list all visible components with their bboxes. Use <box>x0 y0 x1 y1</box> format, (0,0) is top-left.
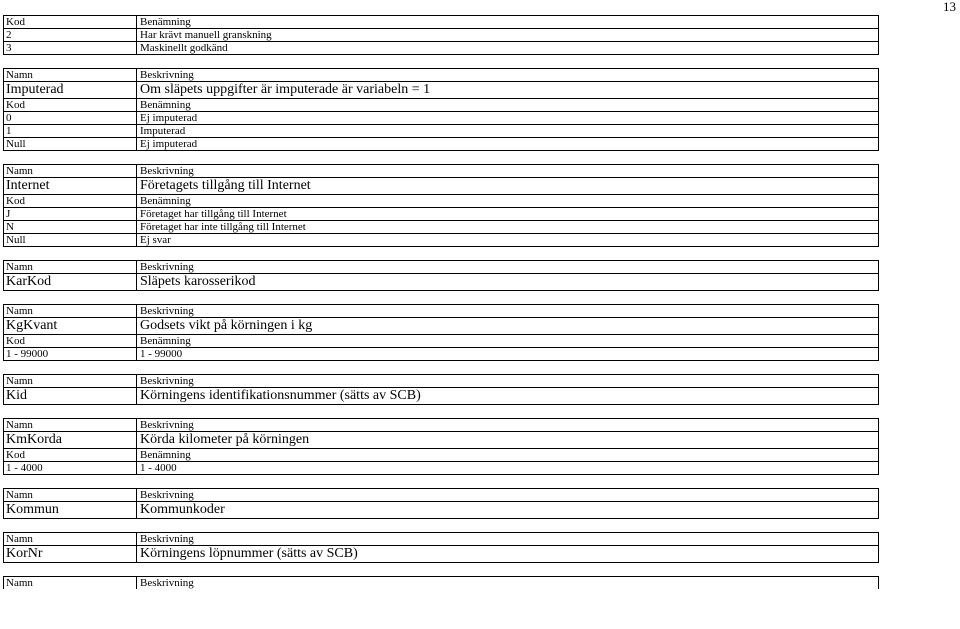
namn-header-row-right-cell: Beskrivning <box>137 305 879 318</box>
variable-row <box>4 388 879 405</box>
page-number: 13 <box>943 0 956 14</box>
namn-header-row <box>4 305 879 318</box>
code-row-left-cell: J <box>4 208 137 221</box>
variable-row-left-cell: KarKod <box>4 274 137 291</box>
variable-table <box>3 576 879 589</box>
kod-header-row-left-cell: Kod <box>4 195 137 208</box>
variable-row-left-cell: Internet <box>4 178 137 195</box>
kod-header-row <box>4 195 879 208</box>
code-row-right-cell: Maskinellt godkänd <box>137 42 879 55</box>
code-row <box>4 112 879 125</box>
namn-header-row-left-cell: Namn <box>4 419 137 432</box>
variable-row <box>4 432 879 449</box>
variable-row-right-cell: Släpets karosserikod <box>137 274 879 291</box>
variable-row <box>4 178 879 195</box>
namn-header-row-left-cell: Namn <box>4 165 137 178</box>
code-row <box>4 138 879 151</box>
namn-header-row <box>4 419 879 432</box>
namn-header-row-right-cell: Beskrivning <box>137 419 879 432</box>
namn-header-row-left-cell: Namn <box>4 261 137 274</box>
code-row <box>4 42 879 55</box>
code-row <box>4 462 879 475</box>
code-row <box>4 125 879 138</box>
code-row-right-cell: Ej imputerad <box>137 138 879 151</box>
namn-header-row <box>4 533 879 546</box>
variable-table <box>3 68 879 151</box>
variable-row-left-cell: Kommun <box>4 502 137 519</box>
code-row <box>4 234 879 247</box>
namn-header-row-right-cell: Beskrivning <box>137 69 879 82</box>
kod-header-row-right-cell: Benämning <box>137 16 879 29</box>
kod-header-row-left-cell: Kod <box>4 99 137 112</box>
code-row-left-cell: N <box>4 221 137 234</box>
kod-header-row-left-cell: Kod <box>4 449 137 462</box>
variable-row <box>4 546 879 563</box>
code-row-right-cell: Ej imputerad <box>137 112 879 125</box>
namn-header-row-left-cell: Namn <box>4 533 137 546</box>
code-row-left-cell: 1 <box>4 125 137 138</box>
namn-header-row <box>4 69 879 82</box>
kod-header-row <box>4 335 879 348</box>
variable-row-right-cell: Körda kilometer på körningen <box>137 432 879 449</box>
variable-table <box>3 164 879 247</box>
namn-header-row-left-cell: Namn <box>4 577 137 590</box>
variable-row-left-cell: KorNr <box>4 546 137 563</box>
variable-row <box>4 274 879 291</box>
namn-header-row-right-cell: Beskrivning <box>137 375 879 388</box>
namn-header-row-right-cell: Beskrivning <box>137 533 879 546</box>
kod-header-row-left-cell: Kod <box>4 335 137 348</box>
variable-table <box>3 418 879 475</box>
namn-header-row-left-cell: Namn <box>4 69 137 82</box>
kod-header-row-right-cell: Benämning <box>137 195 879 208</box>
kod-header-row <box>4 16 879 29</box>
namn-header-row-right-cell: Beskrivning <box>137 489 879 502</box>
namn-header-row <box>4 375 879 388</box>
namn-header-row-left-cell: Namn <box>4 305 137 318</box>
variable-row <box>4 502 879 519</box>
kod-header-row <box>4 99 879 112</box>
variable-table <box>3 304 879 361</box>
code-row-left-cell: 3 <box>4 42 137 55</box>
namn-header-row-left-cell: Namn <box>4 489 137 502</box>
variable-row-right-cell: Godsets vikt på körningen i kg <box>137 318 879 335</box>
code-row <box>4 208 879 221</box>
kod-header-row-left-cell: Kod <box>4 16 137 29</box>
code-row-left-cell: 1 - 4000 <box>4 462 137 475</box>
code-row-right-cell: Ej svar <box>137 234 879 247</box>
variable-row-right-cell: Körningens löpnummer (sätts av SCB) <box>137 546 879 563</box>
variable-row-left-cell: KmKorda <box>4 432 137 449</box>
code-row-left-cell: Null <box>4 234 137 247</box>
code-row-left-cell: 0 <box>4 112 137 125</box>
code-row-left-cell: 2 <box>4 29 137 42</box>
code-row-right-cell: 1 - 99000 <box>137 348 879 361</box>
variable-row <box>4 82 879 99</box>
code-row <box>4 348 879 361</box>
variable-table <box>3 374 879 405</box>
variable-row <box>4 318 879 335</box>
kod-header-row <box>4 449 879 462</box>
code-row-left-cell: 1 - 99000 <box>4 348 137 361</box>
namn-header-row <box>4 489 879 502</box>
code-row <box>4 29 879 42</box>
variable-row-right-cell: Om släpets uppgifter är imputerade är variabeln = 1 <box>137 82 879 99</box>
namn-header-row-right-cell: Beskrivning <box>137 577 879 590</box>
namn-header-row <box>4 261 879 274</box>
variable-row-right-cell: Företagets tillgång till Internet <box>137 178 879 195</box>
namn-header-row <box>4 577 879 590</box>
variable-row-left-cell: Kid <box>4 388 137 405</box>
variable-table <box>3 260 879 291</box>
variable-table <box>3 488 879 519</box>
kod-header-row-right-cell: Benämning <box>137 99 879 112</box>
variable-tables <box>3 15 878 589</box>
namn-header-row-right-cell: Beskrivning <box>137 165 879 178</box>
variable-row-right-cell: Körningens identifikationsnummer (sätts av SCB) <box>137 388 879 405</box>
kod-header-row-right-cell: Benämning <box>137 335 879 348</box>
namn-header-row-right-cell: Beskrivning <box>137 261 879 274</box>
variable-table <box>3 15 879 55</box>
code-row-right-cell: Har krävt manuell granskning <box>137 29 879 42</box>
variable-row-left-cell: KgKvant <box>4 318 137 335</box>
code-row-right-cell: Företaget har inte tillgång till Internet <box>137 221 879 234</box>
code-row-right-cell: Imputerad <box>137 125 879 138</box>
variable-row-left-cell: Imputerad <box>4 82 137 99</box>
variable-table <box>3 532 879 563</box>
variable-row-right-cell: Kommunkoder <box>137 502 879 519</box>
code-row <box>4 221 879 234</box>
code-row-left-cell: Null <box>4 138 137 151</box>
namn-header-row <box>4 165 879 178</box>
namn-header-row-left-cell: Namn <box>4 375 137 388</box>
kod-header-row-right-cell: Benämning <box>137 449 879 462</box>
code-row-right-cell: Företaget har tillgång till Internet <box>137 208 879 221</box>
code-row-right-cell: 1 - 4000 <box>137 462 879 475</box>
